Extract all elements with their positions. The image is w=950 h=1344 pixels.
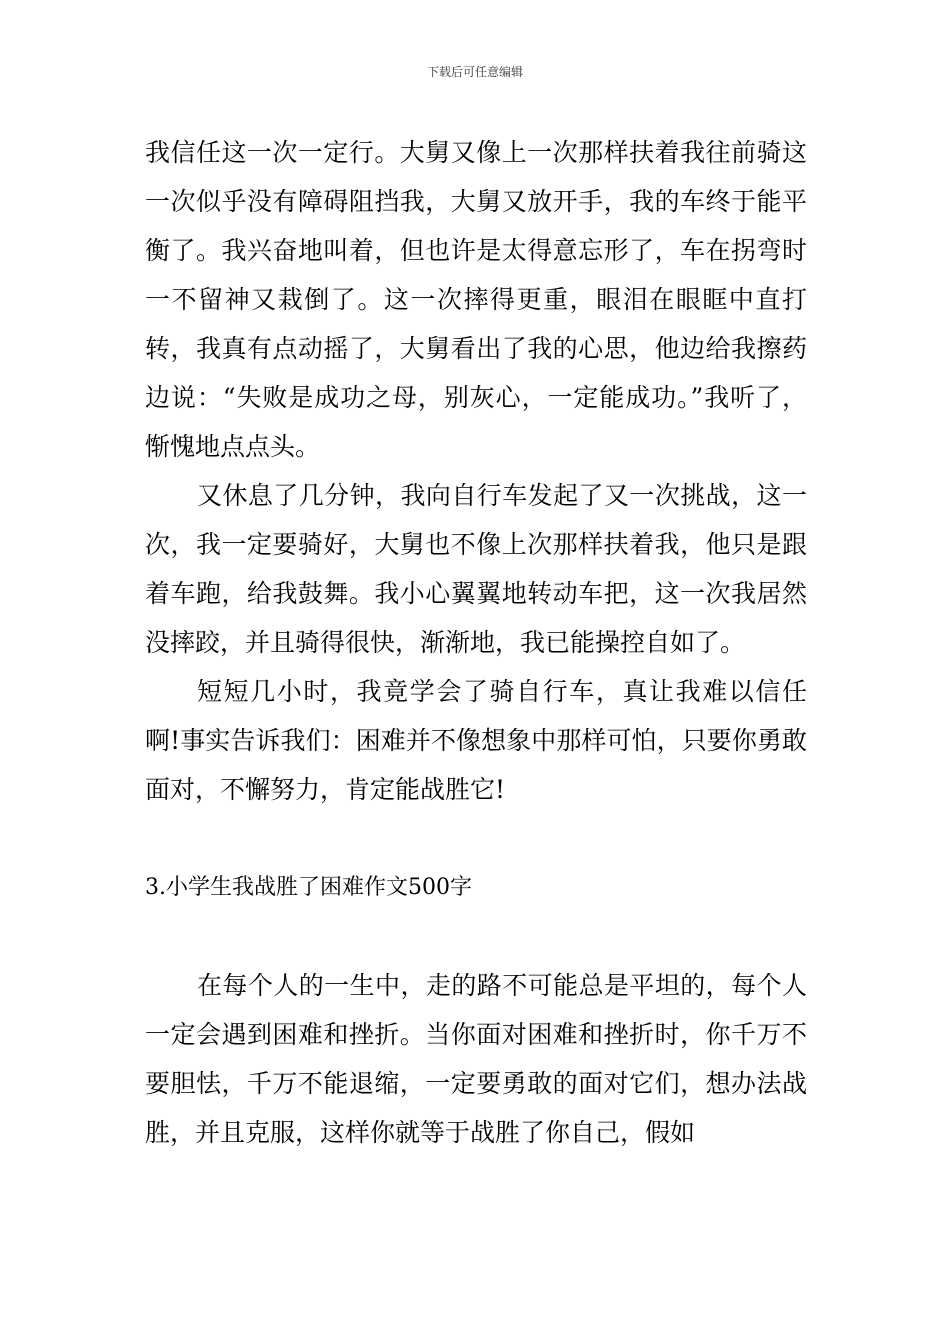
paragraph-1: 我信任这一次一定行。大舅又像上一次那样扶着我往前骑这一次似乎没有障碍阻挡我，大舅又放开手，我的车终于能平衡了。我兴奋地叫着，但也许是太得意忘形了，车在拐弯时一不留神又栽倒了。这一次摔得更重，眼泪在眼眶中直打转，我真有点动摇了，大舅看出了我的心思，他边给我擦药边说：“失败是成功之母，别灰心，一定能成功。”我听了，惭愧地点点头。 bbox=[145, 138, 807, 461]
spacer bbox=[145, 912, 807, 961]
paragraph-2: 又休息了几分钟，我向自行车发起了又一次挑战，这一次，我一定要骑好，大舅也不像上次那样扶着我，他只是跟着车跑，给我鼓舞。我小心翼翼地转动车把，这一次我居然没摔跤，并且骑得很快，渐渐地，我已能操控自如了。 bbox=[145, 481, 807, 657]
paragraph-4: 在每个人的一生中，走的路不可能总是平坦的，每个人一定会遇到困难和挫折。当你面对困难和挫折时，你千万不要胆怯，千万不能退缩，一定要勇敢的面对它们，想办法战胜，并且克服，这样你就等于战胜了你自己，假如 bbox=[145, 971, 807, 1147]
document-body bbox=[145, 128, 807, 1157]
paragraph-3: 短短几小时，我竟学会了骑自行车，真让我难以信任啊!事实告诉我们：困难并不像想象中那样可怕，只要你勇敢面对，不懈努力，肯定能战胜它! bbox=[145, 677, 807, 804]
spacer bbox=[145, 814, 807, 863]
section-title: 3.小学生我战胜了困难作文500字 bbox=[145, 875, 472, 900]
page-header: 下载后可任意编辑 bbox=[426, 65, 523, 79]
